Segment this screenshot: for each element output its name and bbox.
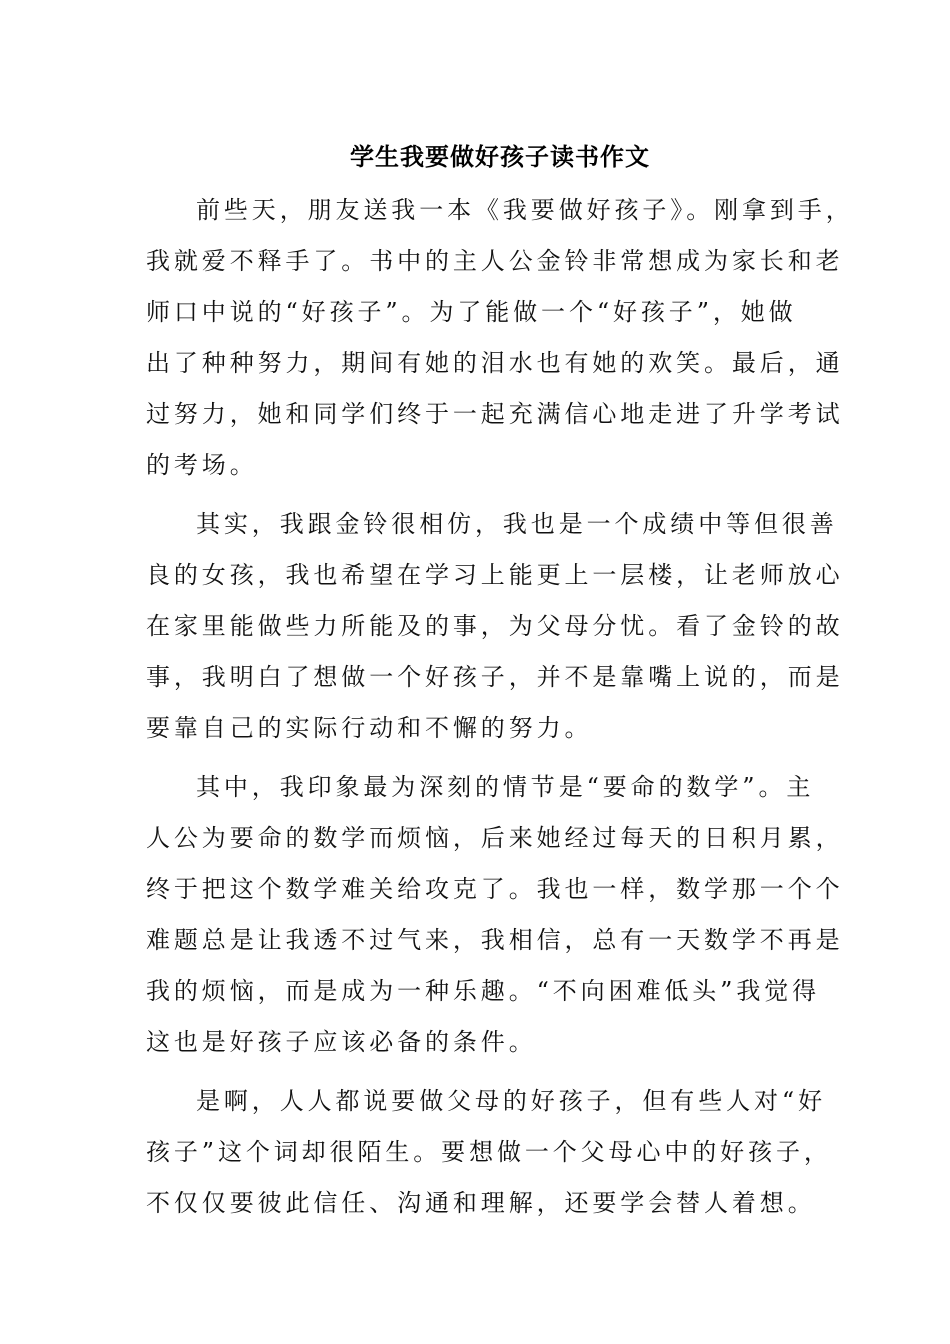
paragraph-line: 师口中说的“好孩子”。为了能做一个“好孩子”，她做 xyxy=(146,298,797,326)
paragraph-line: 我的烦恼，而是成为一种乐趣。“不向困难低头”我觉得 xyxy=(146,977,821,1005)
paragraph-line: 其中，我印象最为深刻的情节是“要命的数学”。主 xyxy=(196,773,815,801)
paragraph-2 xyxy=(146,499,844,754)
paragraph-line: 我就爱不释手了。书中的主人公金铃非常想成为家长和老 xyxy=(146,247,844,275)
paragraph-line: 出了种种努力，期间有她的泪水也有她的欢笑。最后，通 xyxy=(146,349,844,377)
paragraph-1 xyxy=(146,185,854,491)
paragraph-line: 的考场。 xyxy=(146,451,258,479)
paragraph-line: 人公为要命的数学而烦恼，后来她经过每天的日积月累， xyxy=(146,824,844,852)
paragraph-line: 过努力，她和同学们终于一起充满信心地走进了升学考试 xyxy=(146,400,844,428)
paragraph-line: 不仅仅要彼此信任、沟通和理解，还要学会替人着想。 xyxy=(146,1189,816,1217)
paragraph-4 xyxy=(146,1076,832,1229)
paragraph-line: 孩子”这个词却很陌生。要想做一个父母心中的好孩子， xyxy=(146,1138,832,1166)
document-title: 学生我要做好孩子读书作文 xyxy=(350,142,650,171)
paragraph-line: 是啊，人人都说要做父母的好孩子，但有些人对“好 xyxy=(196,1087,826,1115)
document-body xyxy=(146,185,854,1237)
paragraph-line: 这也是好孩子应该必备的条件。 xyxy=(146,1028,537,1056)
paragraph-line: 在家里能做些力所能及的事，为父母分忧。看了金铃的故 xyxy=(146,612,844,640)
paragraph-3 xyxy=(146,762,844,1068)
paragraph-line: 其实，我跟金铃很相仿，我也是一个成绩中等但很善 xyxy=(196,510,838,538)
paragraph-line: 良的女孩，我也希望在学习上能更上一层楼，让老师放心 xyxy=(146,561,844,589)
paragraph-line: 终于把这个数学难关给攻克了。我也一样，数学那一个个 xyxy=(146,875,844,903)
paragraph-line: 前些天，朋友送我一本《我要做好孩子》。刚拿到手， xyxy=(196,196,854,224)
paragraph-line: 难题总是让我透不过气来，我相信，总有一天数学不再是 xyxy=(146,926,844,954)
paragraph-line: 事，我明白了想做一个好孩子，并不是靠嘴上说的，而是 xyxy=(146,663,844,691)
paragraph-line: 要靠自己的实际行动和不懈的努力。 xyxy=(146,714,593,742)
